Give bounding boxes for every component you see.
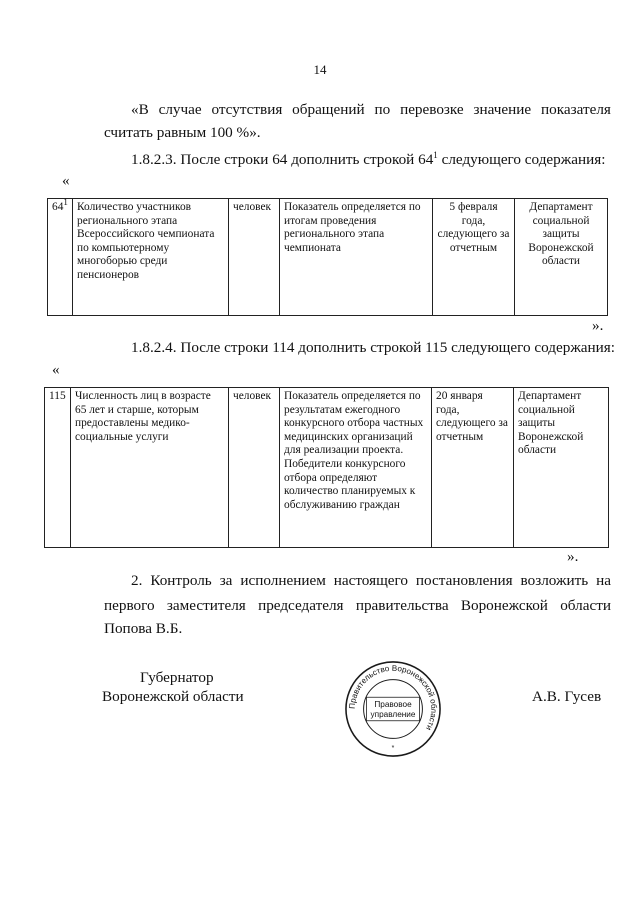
word: по	[374, 101, 391, 118]
close-quote-1: ».	[592, 317, 604, 334]
para2-line3: Попова В.Б.	[104, 620, 183, 637]
item-1823	[131, 151, 605, 169]
seal-center-line1: Правовое	[374, 700, 412, 710]
seal-stamp	[344, 660, 442, 758]
page-number: 14	[313, 62, 327, 77]
para2-line1	[131, 572, 611, 590]
word: показателя	[541, 101, 611, 118]
word: настоящего	[333, 572, 408, 589]
word: Воронежской	[460, 597, 548, 614]
deadline-cell: 20 января года, следующего за отчетным	[432, 388, 514, 548]
indicator-name-cell: Количество участников регионального этапа Всероссийского чемпионата по компьютерному многоборью среди пенсионеров	[73, 199, 229, 316]
para1-line1	[131, 101, 611, 119]
para2-line2	[104, 597, 611, 615]
table-row-64-1	[47, 198, 608, 316]
item-1823-sup: 1	[433, 149, 438, 160]
word: возложить	[520, 572, 589, 589]
unit-cell: человек	[229, 388, 280, 548]
para1-line2: считать равным 100 %».	[104, 124, 261, 141]
word: 2.	[131, 572, 143, 589]
word: на	[596, 572, 611, 589]
word: случае	[158, 101, 202, 118]
seal-ring-text: Правительство Воронежской области	[347, 663, 439, 732]
unit-cell: человек	[229, 199, 280, 316]
row-number-sup: 1	[63, 197, 68, 208]
table-row-115	[44, 387, 609, 548]
item-1823-suffix: следующего содержания:	[437, 151, 606, 168]
open-quote-2: «	[52, 361, 60, 378]
signatory-name: А.В. Гусев	[532, 688, 602, 705]
item-1823-prefix: 1.8.2.3. После строки 64 дополнить строкой 64	[131, 151, 434, 168]
word: заместителя	[166, 597, 246, 614]
word: за	[219, 572, 233, 589]
signatory-position-line2: Воронежской области	[102, 688, 244, 705]
word: обращений	[292, 101, 365, 118]
signatory-position-line1: Губернатор	[140, 669, 214, 686]
seal-center-line2: управление	[370, 709, 416, 719]
row-number-cell: 115	[45, 388, 71, 548]
word: исполнением	[240, 572, 326, 589]
word: постановления	[415, 572, 513, 589]
open-quote-1: «	[62, 172, 70, 189]
word: перевозке	[400, 101, 464, 118]
word: первого	[104, 597, 155, 614]
indicator-name-cell: Численность лиц в возрасте 65 лет и старше, которым предоставлены медико-социальные услуги	[71, 388, 229, 548]
row-number-cell: $64^1$	[48, 199, 73, 316]
close-quote-2: ».	[567, 548, 579, 565]
deadline-cell: 5 февраля года, следующего за отчетным	[433, 199, 515, 316]
seal-star: *	[391, 745, 395, 753]
method-cell: Показатель определяется по результатам ежегодного конкурсного отбора частных медицинских организаций для реализации проекта. Победители конкурсного отбора определяют количество планируемых к обслуживанию граждан	[280, 388, 432, 548]
word: председателя	[258, 597, 344, 614]
method-cell: Показатель определяется по итогам проведения регионального этапа чемпионата	[280, 199, 433, 316]
word: «В	[131, 101, 149, 118]
word: отсутствия	[211, 101, 283, 118]
responsible-cell: Департамент социальной защиты Воронежской области	[515, 199, 608, 316]
word: правительства	[355, 597, 449, 614]
item-1824: 1.8.2.4. После строки 114 дополнить строкой 115 следующего содержания:	[131, 339, 616, 356]
word: области	[560, 597, 611, 614]
word: Контроль	[150, 572, 212, 589]
responsible-cell: Департамент социальной защиты Воронежской области	[514, 388, 609, 548]
word: значение	[473, 101, 532, 118]
